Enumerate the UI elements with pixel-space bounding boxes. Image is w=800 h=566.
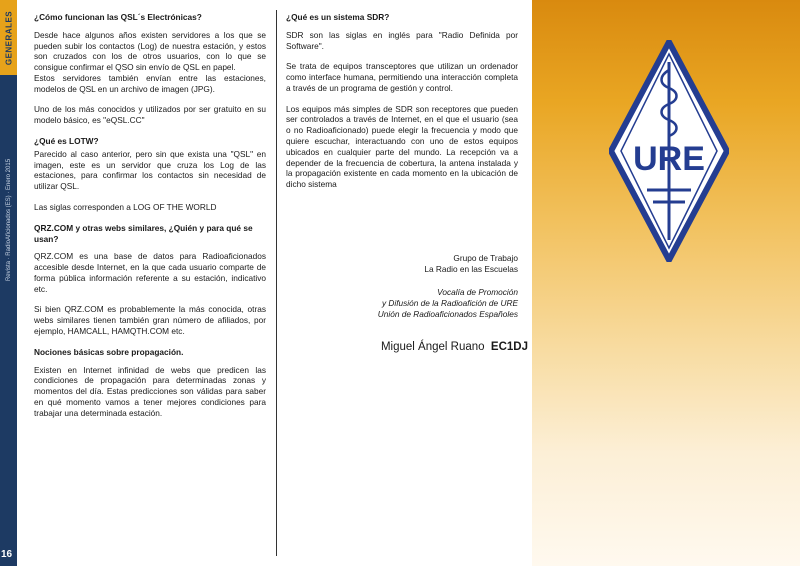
heading-propagation: Nociones básicas sobre propagación.: [34, 346, 184, 357]
paragraph: Existen en Internet infinidad de webs que predicen las condiciones de propagación para determinadas zonas y momentos del día. Estas predicciones son válidas para saber en qué momento vamos a tener mejores condiciones para trabajar una determinada estación.: [34, 364, 266, 418]
sidebar-strip: [0, 0, 17, 566]
issue-meta-text: Revista · RadioAficionados (ES) · Enero 2015: [6, 158, 12, 282]
ure-logo-icon: [609, 40, 729, 262]
vocalia-line: Vocalía de Promoción: [437, 287, 518, 297]
author-name: Miguel Ángel Ruano: [380, 341, 485, 353]
heading-sdr: ¿Qué es un sistema SDR?: [286, 12, 390, 22]
author-byline: [286, 340, 528, 356]
paragraph: Desde hace algunos años existen servidores a los que se pueden subir los contactos (Log) de nuestra estación, y estos son cruzados con los de otros usuarios, con lo que se consigue confirmar el QSO sin envío de QSL en papel.: [34, 29, 266, 73]
group-line: Grupo de Trabajo: [453, 253, 518, 263]
paragraph: Las siglas corresponden a LOG OF THE WORLD: [34, 201, 217, 212]
paragraph: Se trata de equipos transceptores que utilizan un ordenador como interface humana, permitiendo una interacción completa a través de un programa de gestión y control.: [286, 61, 518, 93]
heading-electronic-qsl: ¿Cómo funcionan las QSL´s Electrónicas?: [34, 12, 202, 22]
heading-qrz: QRZ.COM y otras webs similares, ¿Quién y para qué se usan?: [34, 222, 253, 244]
working-group-signoff: [286, 253, 518, 275]
page-number: 16: [1, 549, 13, 560]
section-tab: [0, 0, 17, 75]
heading-lotw: ¿Qué es LOTW?: [34, 136, 99, 147]
paragraph: Los equipos más simples de SDR son receptores que pueden ser controlados a través de Internet, en el que el usuario (sea o no Radioaficionado) puede elegir la frecuencia y modo que quiere escuchar, interactuando con uno de estos equipos ubicados en cualquier parte del mundo. La recepción va a depender de la frecuencia de cobertura, la antena instalada y la propagación existente en cada momento en la ubicación de dicho sistema: [286, 103, 518, 190]
article-column-right: [286, 12, 518, 200]
paragraph: Uno de los más conocidos y utilizados por ser gratuito en su modelo básico, es "eQSL.CC": [34, 104, 266, 126]
section-label: GENERALES: [4, 10, 13, 65]
logo-text: URE: [633, 140, 705, 178]
paragraph: SDR son las siglas en inglés para "Radio Definida por Software".: [286, 29, 518, 51]
paragraph: Si bien QRZ.COM es probablemente la más conocida, otras webs similares tienen también gran número de afiliados, por ejemplo, HAMCALL, HAMQTH.COM etc.: [34, 304, 266, 336]
group-line: La Radio en las Escuelas: [424, 264, 518, 275]
vocalia-line: Unión de Radioaficionados Españoles: [377, 309, 518, 320]
paragraph: QRZ.COM es una base de datos para Radioaficionados accesible desde Internet, en la que cada usuario comparte de forma pública información referente a su estación, indicativo etc.: [34, 251, 266, 294]
article-column-left: [34, 12, 266, 428]
vocalia-line: y Difusión de la Radioafición de URE: [381, 298, 518, 309]
author-callsign: EC1DJ: [490, 341, 528, 353]
paragraph: Parecido al caso anterior, pero sin que exista una "QSL" en imagen, este es un servidor que cruza los Log de las estaciones, para confirmar los contactos sin necesidad de utilizar QSL.: [34, 148, 266, 192]
vocalia-signoff: [286, 287, 518, 321]
paragraph: Estos servidores también envían entre las estaciones, modelos de QSL en un archivo de imagen (JPG).: [34, 72, 266, 94]
column-divider: [276, 10, 277, 556]
issue-meta: [3, 158, 15, 282]
